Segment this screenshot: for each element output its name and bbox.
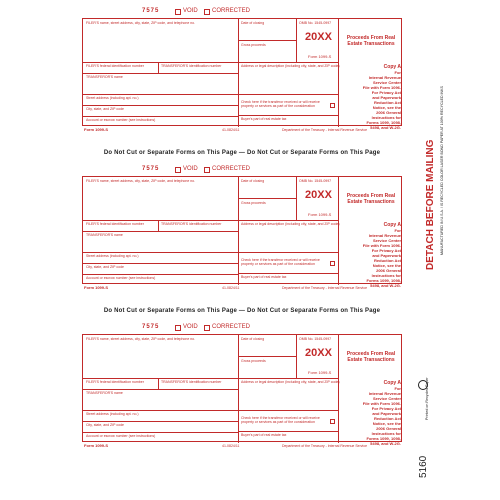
corrected-label: CORRECTED [212, 8, 251, 14]
copy-text-line: Instructions for [371, 431, 401, 436]
footer-form: Form 1099-S [84, 443, 109, 448]
form-name-label: Form 1099-S [308, 54, 332, 59]
side-detach-text: DETACH BEFORE MAILING [425, 139, 436, 270]
copy-a-instructions [341, 223, 401, 288]
omb-label: OMB No. 1545-0997 [299, 21, 332, 25]
copy-text-line: Internal Revenue [368, 75, 401, 80]
box1-label: Date of closing [241, 179, 265, 183]
copy-text-line: 5498, and W-2G. [370, 125, 401, 130]
form-title: Proceeds From Real Estate Transactions [346, 351, 396, 363]
transferor-name-label: TRANSFEROR'S name [86, 391, 123, 395]
box4-label: Check here if the transferor received or will receive property or services as part of the consideration [241, 100, 320, 108]
copy-text-line: 2006 General [376, 110, 401, 115]
footer-form: Form 1099-S [84, 285, 109, 290]
copy-text-line: Reduction Act [374, 416, 401, 421]
corrected-checkbox[interactable] [204, 325, 210, 331]
tax-year: 20XX [305, 31, 332, 43]
copy-text-line: 2006 General [376, 268, 401, 273]
copy-text-line: 5498, and W-2G. [370, 283, 401, 288]
city-label: City, state, and ZIP code [86, 423, 125, 427]
copy-for-label: For [394, 70, 401, 75]
form-footer [82, 444, 402, 452]
copy-text-line: Reduction Act [374, 100, 401, 105]
street-label: Street address (including apt. no.) [86, 96, 139, 100]
copy-text-line: File with Form 1096. [362, 243, 401, 248]
box5-label: Buyer's part of real estate tax [241, 275, 287, 279]
copy-text-line: Service Center [372, 396, 401, 401]
form-name-label: Form 1099-S [308, 370, 332, 375]
footer-dept: Department of the Treasury - Internal Revenue Service [282, 128, 368, 132]
filer-tin-label: FILER'S federal identification number [86, 222, 144, 226]
copy-text-line: Service Center [372, 80, 401, 85]
copy-text-line: Notice, see the [372, 263, 401, 268]
account-label: Account or escrow number (see instructions) [86, 118, 156, 122]
box5-label: Buyer's part of real estate tax [241, 433, 287, 437]
corrected-label: CORRECTED [212, 324, 251, 330]
box4-label: Check here if the transferor received or will receive property or services as part of the consideration [241, 258, 320, 266]
account-label: Account or escrow number (see instructions) [86, 434, 156, 438]
box2-label: Gross proceeds [241, 43, 266, 47]
copy-text-line: and Paperwork [372, 95, 401, 100]
form-footer [82, 128, 402, 136]
copy-text-line: Internal Revenue [368, 391, 401, 396]
box3-label: Address or legal description (including city, state, and ZIP code) [241, 64, 340, 68]
void-checkbox[interactable] [175, 325, 181, 331]
filer-box[interactable] [83, 335, 239, 379]
copy-text-line: and Paperwork [372, 253, 401, 258]
omb-label: OMB No. 1545-0997 [299, 337, 332, 341]
void-label: VOID [183, 324, 198, 330]
box2-label: Gross proceeds [241, 201, 266, 205]
transferor-tin-label: TRANSFEROR'S identification number [161, 64, 222, 68]
copy-text-line: Instructions for [371, 115, 401, 120]
form-code: 7575 [142, 166, 160, 172]
copy-a-instructions [341, 381, 401, 446]
copy-text-line: Forms 1099, 1098, [366, 278, 401, 283]
side-recycled-text: Printed on Recycled Paper [425, 377, 429, 420]
copy-text-line: For Privacy Act [371, 90, 401, 95]
tax-year: 20XX [305, 347, 332, 359]
side-number-text: 5160 [418, 455, 429, 478]
copy-a-label: Copy A [383, 64, 401, 70]
void-label: VOID [183, 8, 198, 14]
form-name-label: Form 1099-S [308, 212, 332, 217]
void-checkbox[interactable] [175, 167, 181, 173]
form-footer [82, 286, 402, 294]
filer-box[interactable] [83, 19, 239, 63]
filer-label: FILER'S name, street address, city, state, ZIP code, and telephone no. [86, 337, 196, 341]
filer-tin-label: FILER'S federal identification number [86, 64, 144, 68]
filer-label: FILER'S name, street address, city, state, ZIP code, and telephone no. [86, 21, 196, 25]
form-code: 7575 [142, 324, 160, 330]
do-not-cut-notice: Do Not Cut or Separate Forms on This Page — Do Not Cut or Separate Forms on This Page [103, 150, 381, 156]
footer-cat: 41-0824/11 [222, 128, 240, 132]
city-label: City, state, and ZIP code [86, 107, 125, 111]
footer-form: Form 1099-S [84, 127, 109, 132]
copy-for-label: For [394, 386, 401, 391]
copy-text-line: Reduction Act [374, 258, 401, 263]
copy-text-line: File with Form 1096. [362, 85, 401, 90]
form-title: Proceeds From Real Estate Transactions [346, 193, 396, 205]
copy-text-line: Notice, see the [372, 421, 401, 426]
box2-label: Gross proceeds [241, 359, 266, 363]
copy-for-label: For [394, 228, 401, 233]
copy-text-line: Internal Revenue [368, 233, 401, 238]
footer-cat: 41-0824/11 [222, 444, 240, 448]
form-header [82, 7, 402, 17]
transferor-name-label: TRANSFEROR'S name [86, 75, 123, 79]
transferor-tin-label: TRANSFEROR'S identification number [161, 222, 222, 226]
copy-text-line: Instructions for [371, 273, 401, 278]
box4-checkbox[interactable] [330, 419, 335, 424]
copy-a-instructions [341, 65, 401, 130]
box4-label: Check here if the transferor received or will receive property or services as part of the consideration [241, 416, 320, 424]
form-code: 7575 [142, 8, 160, 14]
omb-label: OMB No. 1545-0997 [299, 179, 332, 183]
box1-label: Date of closing [241, 21, 265, 25]
void-label: VOID [183, 166, 198, 172]
transferor-name-label: TRANSFEROR'S name [86, 233, 123, 237]
copy-a-label: Copy A [383, 380, 401, 386]
box3-label: Address or legal description (including city, state, and ZIP code) [241, 222, 340, 226]
street-label: Street address (including apt. no.) [86, 254, 139, 258]
box3-label: Address or legal description (including city, state, and ZIP code) [241, 380, 340, 384]
copy-text-line: Forms 1099, 1098, [366, 120, 401, 125]
filer-label: FILER'S name, street address, city, state, ZIP code, and telephone no. [86, 179, 196, 183]
city-label: City, state, and ZIP code [86, 265, 125, 269]
corrected-label: CORRECTED [212, 166, 251, 172]
form-header [82, 323, 402, 333]
footer-cat: 41-0824/11 [222, 286, 240, 290]
copy-a-label: Copy A [383, 222, 401, 228]
copy-text-line: 2006 General [376, 426, 401, 431]
box5-label: Buyer's part of real estate tax [241, 117, 287, 121]
box1-label: Date of closing [241, 337, 265, 341]
side-manufactured-text: MANUFACTURED IN U.S.A. / IS RECYCLED COLOR LASER BOND PAPER AT 100% RECYCLED INKS [440, 86, 444, 255]
filer-box[interactable] [83, 177, 239, 221]
street-label: Street address (including apt. no.) [86, 412, 139, 416]
copy-text-line: For Privacy Act [371, 406, 401, 411]
copy-text-line: Forms 1099, 1098, [366, 436, 401, 441]
copy-text-line: 5498, and W-2G. [370, 441, 401, 446]
corrected-checkbox[interactable] [204, 9, 210, 15]
form-header [82, 165, 402, 175]
copy-text-line: For Privacy Act [371, 248, 401, 253]
tax-year: 20XX [305, 189, 332, 201]
transferor-tin-label: TRANSFEROR'S identification number [161, 380, 222, 384]
box4-checkbox[interactable] [330, 261, 335, 266]
box4-checkbox[interactable] [330, 103, 335, 108]
account-label: Account or escrow number (see instructions) [86, 276, 156, 280]
footer-dept: Department of the Treasury - Internal Revenue Service [282, 444, 368, 448]
copy-text-line: and Paperwork [372, 411, 401, 416]
filer-tin-label: FILER'S federal identification number [86, 380, 144, 384]
form-title: Proceeds From Real Estate Transactions [346, 35, 396, 47]
corrected-checkbox[interactable] [204, 167, 210, 173]
copy-text-line: Service Center [372, 238, 401, 243]
void-checkbox[interactable] [175, 9, 181, 15]
footer-dept: Department of the Treasury - Internal Revenue Service [282, 286, 368, 290]
copy-text-line: File with Form 1096. [362, 401, 401, 406]
copy-text-line: Notice, see the [372, 105, 401, 110]
do-not-cut-notice: Do Not Cut or Separate Forms on This Page — Do Not Cut or Separate Forms on This Page [103, 308, 381, 314]
